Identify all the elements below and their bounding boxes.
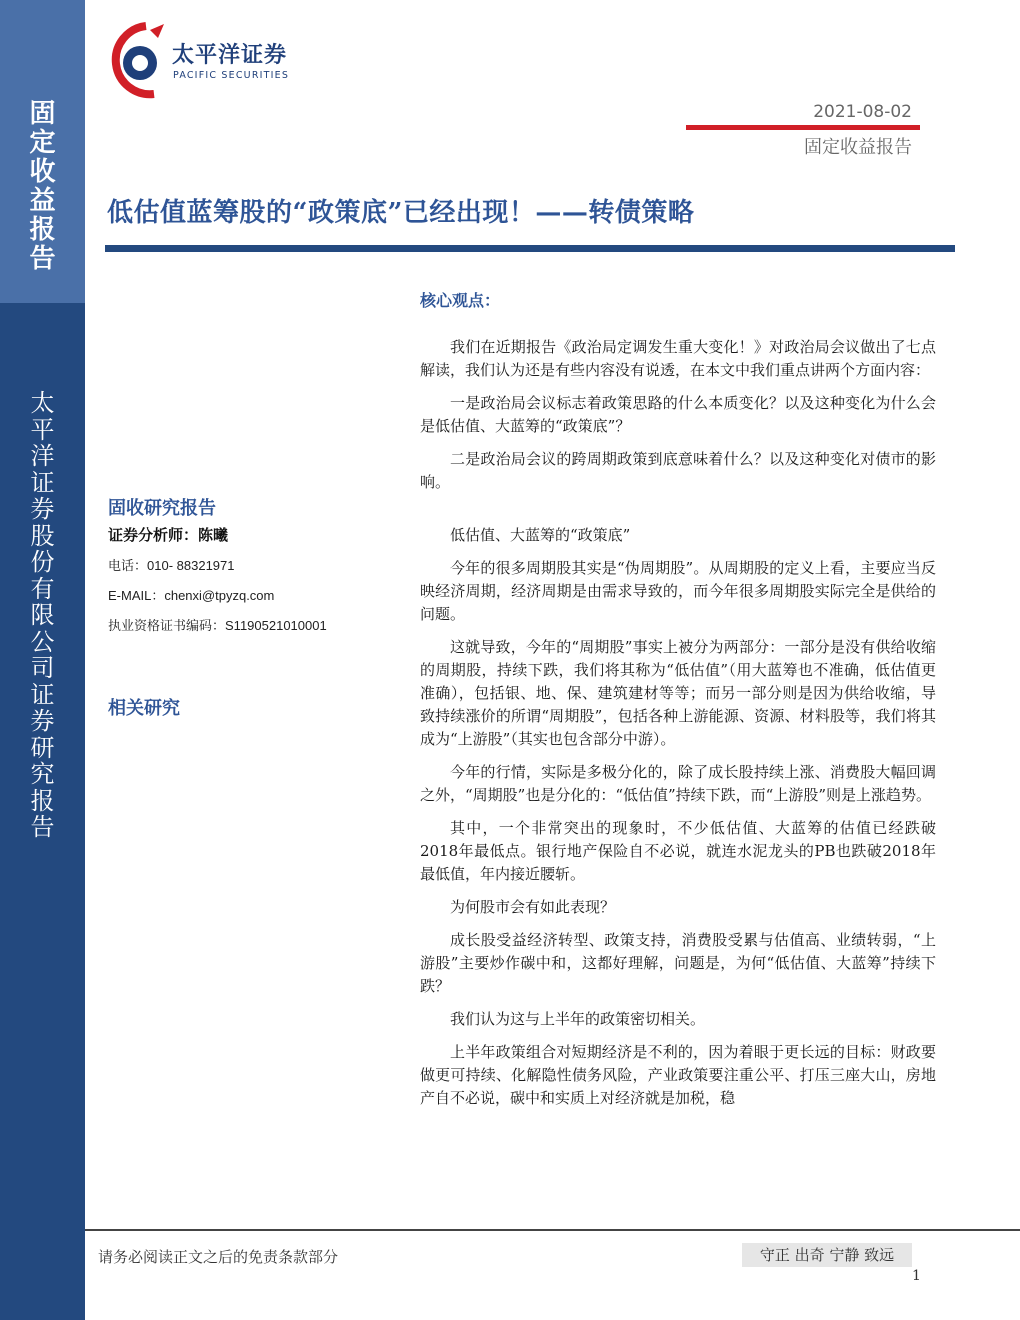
email-label: E-MAIL： xyxy=(108,588,165,603)
title-divider xyxy=(105,245,955,252)
phone-value: 010- 88321971 xyxy=(147,558,235,573)
footer-divider xyxy=(85,1229,1020,1231)
header-accent-rule xyxy=(686,125,920,130)
footer-disclaimer: 请务必阅读正文之后的免责条款部分 xyxy=(98,1248,339,1266)
sidebar-char: 有 xyxy=(30,574,55,603)
body-paragraph: 今年的行情，实际是多极分化的，除了成长股持续上涨、消费股大幅回调之外，“周期股”也是分化的：“低估值”持续下跌，而“上游股”则是上涨趋势。 xyxy=(420,763,936,804)
body-paragraph: 我们认为这与上半年的政策密切相关。 xyxy=(450,1010,706,1028)
sidebar-char: 证 xyxy=(30,468,55,497)
sidebar-char: 券 xyxy=(30,707,55,735)
sidebar-char: 定 xyxy=(29,128,56,158)
report-body xyxy=(420,336,936,1216)
contact-phone xyxy=(108,555,235,574)
sidebar-char: 告 xyxy=(30,813,55,841)
left-section-heading: 固收研究报告 xyxy=(108,498,216,519)
cert-value: S1190521010001 xyxy=(225,618,327,633)
sidebar-char: 报 xyxy=(29,215,56,245)
sidebar-char: 究 xyxy=(30,760,55,788)
contact-certificate xyxy=(108,615,327,634)
core-view-heading: 核心观点： xyxy=(420,291,501,310)
sidebar-char: 益 xyxy=(29,186,56,216)
sidebar-char: 报 xyxy=(30,786,55,815)
logo-mark-icon xyxy=(106,20,170,102)
sidebar-char: 司 xyxy=(30,654,55,682)
sidebar-report-category xyxy=(0,100,85,274)
body-paragraph: 我们在近期报告《政治局定调发生重大变化！》对政治局会议做出了七点解读，我们认为还是有些内容没有说透，在本文中我们重点讲两个方面内容： xyxy=(420,338,936,379)
sidebar-char: 股 xyxy=(30,521,55,550)
body-paragraph: 这就导致，今年的“周期股”事实上被分为两部分：一部分是没有供给收缩的周期股，持续下跌，我们将其称为“低估值”（用大蓝筹也不准确，低估值更准确），包括银、地、保、建筑建材等等；而另一部分则是因为供给收缩，导致持续涨价的所谓“周期股”，包括各种上游能源、资源、材料股等，我们将其成为“上游股”（其实也包含部分中游）。 xyxy=(420,638,936,748)
sidebar-char: 公 xyxy=(30,627,55,656)
sidebar-char: 研 xyxy=(30,733,55,762)
analyst-name: 陈曦 xyxy=(198,526,229,544)
sidebar-char: 固 xyxy=(29,99,56,129)
analyst-line xyxy=(108,524,228,545)
logo-name-cn: 太平洋证券 xyxy=(172,43,288,68)
analyst-label: 证券分析师： xyxy=(108,526,199,544)
cert-label: 执业资格证书编码： xyxy=(108,619,226,634)
contact-email xyxy=(108,585,274,604)
page-title: 低估值蓝筹股的“政策底”已经出现！——转债策略 xyxy=(107,198,695,228)
sidebar-char: 收 xyxy=(29,157,56,187)
related-research-heading: 相关研究 xyxy=(108,698,180,719)
company-logo xyxy=(106,18,306,104)
footer-motto: 守正 出奇 宁静 致远 xyxy=(742,1243,912,1267)
body-paragraph: 其中，一个非常突出的现象时，不少低估值、大蓝筹的估值已经跌破2018年最低点。银行地产保险自不必说，就连水泥龙头的PB也跌破2018年最低值，年内接近腰斩。 xyxy=(420,819,936,883)
sidebar-char: 券 xyxy=(30,495,55,523)
body-paragraph: 一是政治局会议标志着政策思路的什么本质变化？以及这种变化为什么会是低估值、大蓝筹的“政策底”？ xyxy=(420,394,936,435)
sidebar-char: 洋 xyxy=(30,442,55,470)
sidebar-char: 告 xyxy=(29,244,56,274)
email-value[interactable]: chenxi@tpyzq.com xyxy=(164,588,275,603)
report-date: 2021-08-02 xyxy=(813,102,912,122)
report-type: 固定收益报告 xyxy=(804,137,912,158)
logo-name-en: PACIFIC SECURITIES xyxy=(173,70,290,81)
sidebar-char: 证 xyxy=(30,680,55,709)
body-paragraph: 今年的很多周期股其实是“伪周期股”。从周期股的定义上看，主要应当反映经济周期，经济周期是由需求导致的，而今年很多周期股实际完全是供给的问题。 xyxy=(420,559,936,623)
body-paragraph: 二是政治局会议的跨周期政策到底意味着什么？以及这种变化对债市的影响。 xyxy=(420,450,936,491)
sidebar-char: 限 xyxy=(30,601,55,629)
sidebar-char: 平 xyxy=(30,415,55,444)
sidebar-company-label xyxy=(0,390,85,841)
phone-label: 电话： xyxy=(108,559,148,574)
sidebar-char: 份 xyxy=(30,548,55,576)
sidebar-char: 太 xyxy=(30,389,55,417)
body-paragraph: 上半年政策组合对短期经济是不利的，因为着眼于更长远的目标：财政要做更可持续、化解隐性债务风险，产业政策要注重公平、打压三座大山，房地产自不必说，碳中和实质上对经济就是加税，稳 xyxy=(420,1043,936,1107)
body-paragraph: 为何股市会有如此表现？ xyxy=(450,898,616,916)
body-paragraph: 成长股受益经济转型、政策支持，消费股受累与估值高、业绩转弱，“上游股”主要炒作碳中和，这都好理解，问题是，为何“低估值、大蓝筹”持续下跌？ xyxy=(420,931,936,995)
body-paragraph: 低估值、大蓝筹的“政策底” xyxy=(450,526,631,544)
page-number: 1 xyxy=(912,1268,921,1284)
